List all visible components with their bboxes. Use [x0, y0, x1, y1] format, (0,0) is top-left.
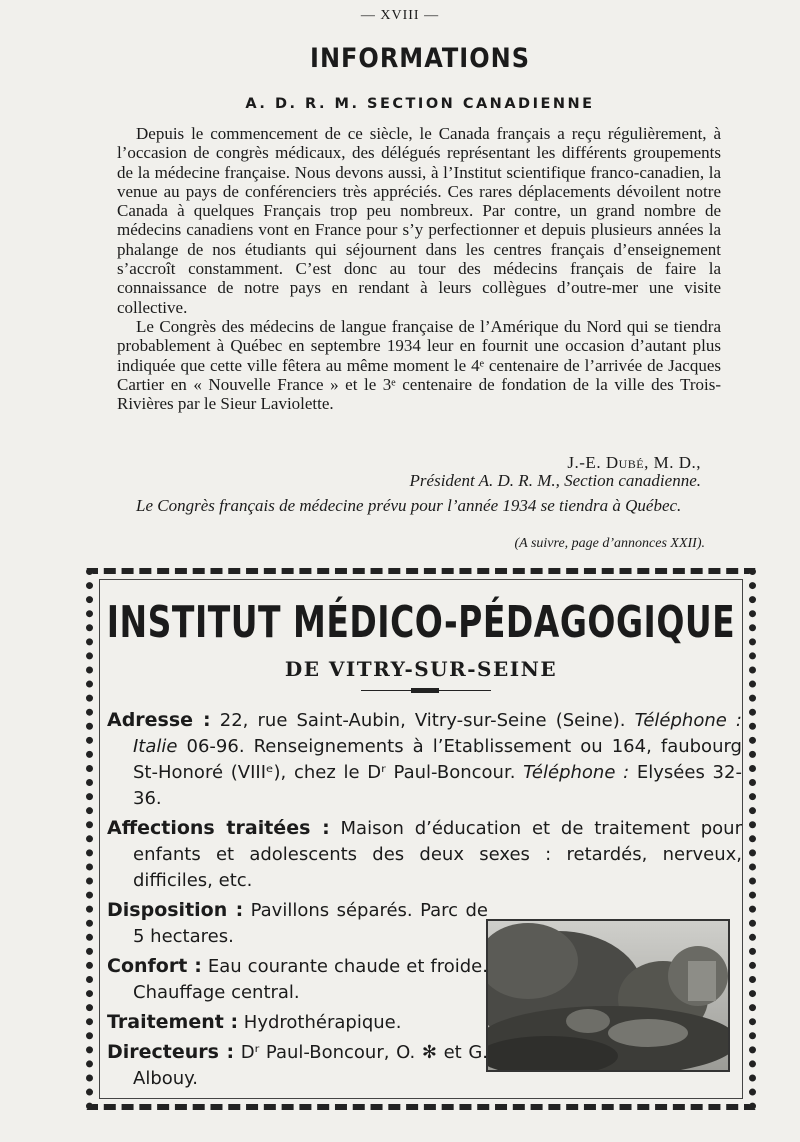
affections-label: Affections traitées :	[107, 817, 330, 839]
directeurs-label: Directeurs :	[107, 1041, 235, 1063]
affections-entry	[107, 815, 742, 894]
article-body	[117, 124, 721, 413]
phone-number: 06-96.	[186, 736, 245, 757]
traitement-entry	[107, 1009, 488, 1036]
page-title: INFORMATIONS	[310, 42, 530, 74]
phone-label-2: Téléphone :	[523, 762, 630, 783]
article-paragraph: Depuis le commencement de ce siècle, le Canada français a reçu régulièrement, à l’occasion de congrès médicaux, des délégués représentant les différents groupements de la médecine française. Nous devons aussi, à l’Institut scientifique franco-canadien, la venue au pays de conférenciers très appréciés. Ces rares déplacements dévoilent notre Canada à quelques Français trop peu nombreux. Par contre, un grand nombre de médecins canadiens vont en France pour s’y perfectionner et depuis plusieurs années la phalange de nos étudiants qui séjournent dans les centres français d’enseignement s’accroît constamment. C’est donc au tour des médecins français de faire la connaissance de notre pays en rendant à leurs collègues d’outre-mer une visite collective.	[117, 124, 721, 317]
congress-notice: Le Congrès français de médecine prévu pour l’année 1934 se tiendra à Québec.	[136, 496, 682, 515]
garden-photo	[486, 919, 730, 1072]
phone-number-2: Elysées 32-36.	[133, 762, 742, 809]
phone-label: Téléphone : Italie	[133, 710, 742, 757]
address-entry	[107, 707, 742, 812]
continued-note: (A suivre, page d’annonces XXII).	[514, 536, 705, 551]
ornament-block	[411, 688, 439, 693]
signature-title: Président A. D. R. M., Section canadienne.	[409, 471, 701, 490]
affections-text: Maison d’éducation et de traitement pour enfants et adolescents des deux sexes : retardés, nerveux, difficiles, etc.	[133, 818, 742, 891]
traitement-label: Traitement :	[107, 1011, 239, 1033]
garden-photo-image	[488, 921, 728, 1070]
disposition-label: Disposition :	[107, 899, 244, 921]
traitement-text: Hydrothérapique.	[243, 1012, 402, 1033]
article-paragraph: Le Congrès des médecins de langue française de l’Amérique du Nord qui se tiendra probablement à Québec en septembre 1934 leur en fournit une occasion d’autant plus indiquée que cette ville fêtera au même moment le 4ᵉ centenaire de l’arrivée de Jacques Cartier en « Nouvelle France » et le 3ᵉ centenaire de fondation de la ville des Trois-Rivières par le Sieur Laviolette.	[117, 316, 721, 414]
disposition-entry	[107, 897, 488, 950]
directeurs-entry	[107, 1039, 488, 1092]
signature-name: J.-E. Dubé, M. D.,	[567, 453, 701, 472]
confort-entry	[107, 953, 488, 1006]
confort-label: Confort :	[107, 955, 202, 977]
disposition-text: Pavillons séparés. Parc de 5 hectares.	[133, 900, 488, 947]
info-text: Renseignements à l’Etablissement ou 164, faubourg St-Honoré (VIIIᵉ), chez le Dʳ Paul-Boncour.	[133, 736, 742, 783]
directeurs-text: Dʳ Paul-Boncour, O. ✻ et G. Albouy.	[133, 1042, 488, 1089]
section-heading: A. D. R. M. SECTION CANADIENNE	[245, 96, 595, 112]
advertisement-subtitle: DE VITRY-SUR-SEINE	[284, 657, 558, 681]
advertisement-frame	[86, 568, 756, 1110]
confort-text: Eau courante chaude et froide. Chauffage central.	[133, 956, 488, 1003]
address-label: Adresse :	[107, 709, 211, 731]
page-number: — XVIII —	[360, 8, 440, 23]
ornament-divider	[361, 688, 491, 694]
advertisement-title: INSTITUT MÉDICO-PÉDAGOGIQUE	[106, 596, 736, 648]
address-text: 22, rue Saint-Aubin, Vitry-sur-Seine (Seine).	[219, 710, 626, 731]
